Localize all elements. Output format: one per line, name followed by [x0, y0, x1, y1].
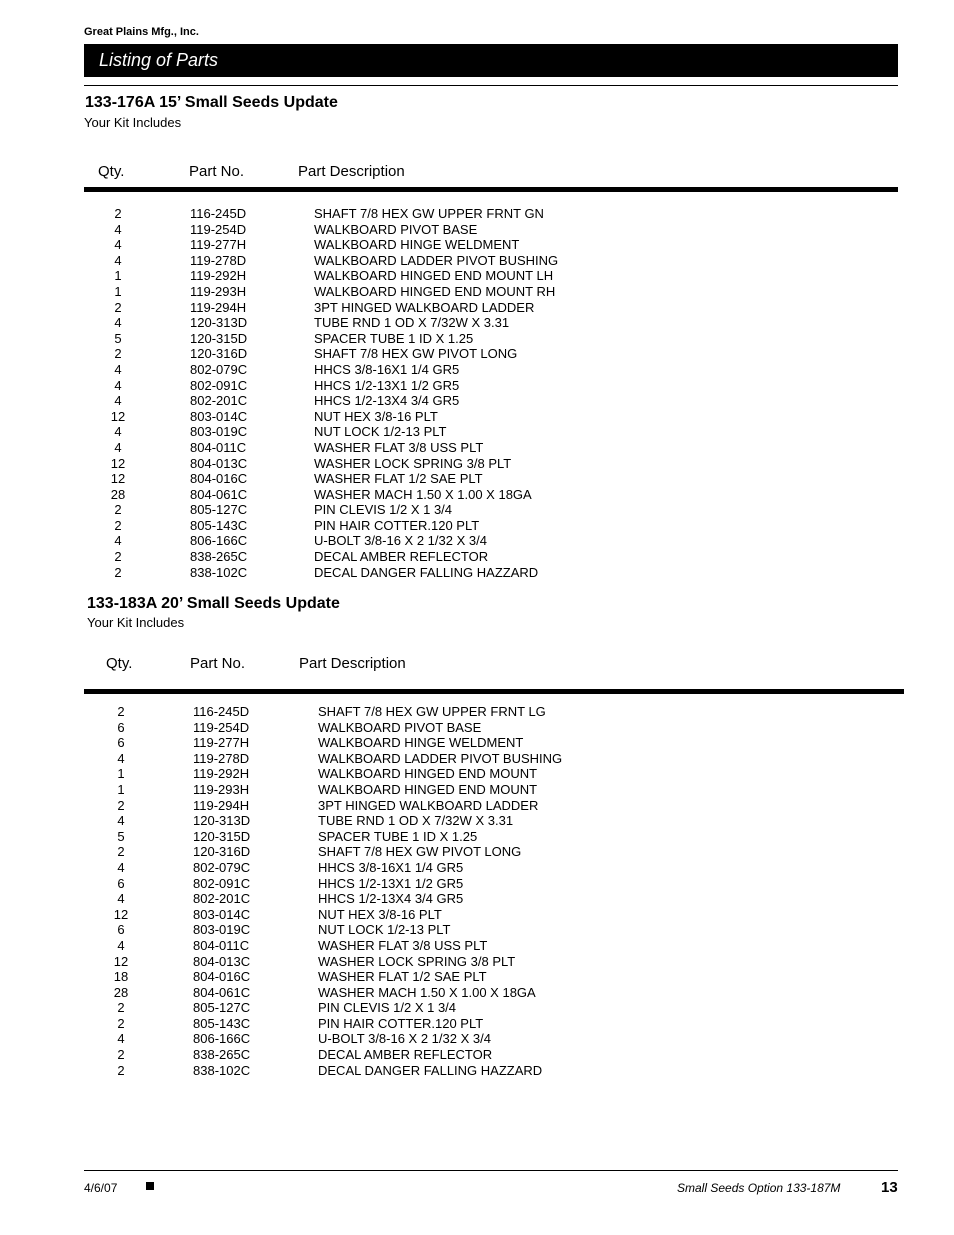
qty-cell: 4	[117, 937, 125, 953]
table-row	[98, 549, 618, 565]
description-cell: SPACER TUBE 1 ID X 1.25	[318, 828, 478, 844]
table-row	[98, 346, 618, 362]
table-row	[98, 533, 618, 549]
part-number-cell: 806-166C	[190, 533, 248, 549]
qty-cell: 2	[114, 502, 122, 518]
description-cell: WASHER MACH 1.50 X 1.00 X 18GA	[314, 486, 532, 502]
qty-cell: 4	[114, 315, 122, 331]
description-cell: WASHER FLAT 1/2 SAE PLT	[314, 471, 483, 487]
description-cell: DECAL DANGER FALLING HAZZARD	[318, 1062, 543, 1078]
table-row	[98, 471, 618, 487]
description-cell: WASHER FLAT 3/8 USS PLT	[318, 937, 488, 953]
part-number-cell: 804-061C	[190, 486, 248, 502]
table-row	[101, 907, 621, 923]
description-cell: U-BOLT 3/8-16 X 2 1/32 X 3/4	[314, 533, 487, 549]
description-cell: WASHER FLAT 3/8 USS PLT	[314, 439, 484, 455]
part-number-cell: 120-315D	[190, 330, 248, 346]
kit-subtitle: Your Kit Includes	[84, 115, 182, 130]
description-cell: HHCS 1/2-13X1 1/2 GR5	[314, 377, 460, 393]
table-row	[98, 237, 618, 253]
qty-cell: 2	[114, 299, 122, 315]
part-number-cell: 838-102C	[193, 1062, 251, 1078]
column-header-qty: Qty.	[106, 655, 133, 672]
description-cell: PIN CLEVIS 1/2 X 1 3/4	[314, 502, 453, 518]
qty-cell: 4	[117, 813, 125, 829]
table-row	[101, 954, 621, 970]
table-row	[98, 206, 618, 222]
part-number-cell: 803-019C	[190, 424, 248, 440]
qty-cell: 2	[114, 517, 122, 533]
table-row	[98, 440, 618, 456]
part-number-cell: 802-091C	[193, 875, 251, 891]
part-number-cell: 119-293H	[190, 283, 247, 299]
part-number-cell: 803-014C	[190, 408, 248, 424]
description-cell: SHAFT 7/8 HEX GW PIVOT LONG	[314, 346, 518, 362]
qty-cell: 4	[117, 859, 125, 875]
column-header-description: Part Description	[299, 655, 406, 672]
parts-list	[98, 206, 618, 580]
section-title: Listing of Parts	[99, 50, 219, 70]
part-number-cell: 806-166C	[193, 1031, 251, 1047]
part-number-cell: 838-265C	[193, 1047, 251, 1063]
description-cell: WASHER LOCK SPRING 3/8 PLT	[318, 953, 516, 969]
qty-cell: 2	[114, 564, 122, 580]
table-row	[101, 704, 621, 720]
part-number-cell: 120-316D	[190, 346, 248, 362]
description-cell: NUT LOCK 1/2-13 PLT	[318, 922, 451, 938]
table-row	[98, 456, 618, 472]
description-cell: WALKBOARD HINGED END MOUNT	[318, 781, 538, 797]
qty-cell: 4	[114, 393, 122, 409]
table-row	[101, 1031, 621, 1047]
description-cell: NUT LOCK 1/2-13 PLT	[314, 424, 447, 440]
part-number-cell: 119-254D	[193, 719, 250, 735]
part-number-cell: 804-061C	[193, 984, 251, 1000]
description-cell: PIN HAIR COTTER.120 PLT	[314, 517, 480, 533]
part-number-cell: 119-292H	[193, 766, 250, 782]
company-name: Great Plains Mfg., Inc.	[84, 26, 199, 38]
qty-cell: 12	[110, 408, 126, 424]
qty-cell: 5	[117, 828, 125, 844]
qty-cell: 4	[114, 252, 122, 268]
table-row	[98, 300, 618, 316]
part-number-cell: 119-278D	[193, 750, 250, 766]
description-cell: WALKBOARD PIVOT BASE	[314, 221, 478, 237]
part-number-cell: 119-294H	[190, 299, 247, 315]
description-cell: SPACER TUBE 1 ID X 1.25	[314, 330, 474, 346]
column-header-description: Part Description	[298, 163, 405, 180]
qty-cell: 4	[114, 424, 122, 440]
table-row	[101, 938, 621, 954]
table-row	[101, 891, 621, 907]
part-number-cell: 805-143C	[193, 1015, 251, 1031]
description-cell: WALKBOARD HINGE WELDMENT	[318, 735, 524, 751]
table-row	[101, 720, 621, 736]
qty-cell: 4	[114, 377, 122, 393]
qty-cell: 6	[117, 922, 125, 938]
table-row	[98, 315, 618, 331]
qty-cell: 6	[117, 875, 125, 891]
table-row	[101, 969, 621, 985]
part-number-cell: 116-245D	[190, 206, 247, 221]
description-cell: HHCS 3/8-16X1 1/4 GR5	[314, 361, 460, 377]
description-cell: HHCS 1/2-13X1 1/2 GR5	[318, 875, 464, 891]
qty-cell: 4	[117, 750, 125, 766]
qty-cell: 4	[114, 533, 122, 549]
description-cell: DECAL AMBER REFLECTOR	[314, 549, 489, 565]
table-row	[98, 222, 618, 238]
table-row	[101, 751, 621, 767]
table-row	[98, 518, 618, 534]
qty-cell: 4	[114, 237, 122, 253]
part-number-cell: 805-127C	[193, 1000, 251, 1016]
table-row	[98, 284, 618, 300]
qty-cell: 2	[114, 206, 122, 221]
description-cell: DECAL DANGER FALLING HAZZARD	[314, 564, 539, 580]
part-number-cell: 804-016C	[193, 969, 251, 985]
qty-cell: 2	[117, 1047, 125, 1063]
description-cell: WALKBOARD LADDER PIVOT BUSHING	[318, 750, 563, 766]
description-cell: NUT HEX 3/8-16 PLT	[318, 906, 442, 922]
qty-cell: 6	[117, 719, 125, 735]
description-cell: WASHER FLAT 1/2 SAE PLT	[318, 969, 487, 985]
part-number-cell: 119-293H	[193, 781, 250, 797]
header-rule	[84, 689, 904, 694]
part-number-cell: 120-313D	[193, 813, 251, 829]
qty-cell: 1	[117, 781, 125, 797]
table-row	[101, 922, 621, 938]
description-cell: WALKBOARD HINGE WELDMENT	[314, 237, 520, 253]
description-cell: WALKBOARD HINGED END MOUNT RH	[314, 283, 556, 299]
part-number-cell: 802-201C	[190, 393, 248, 409]
table-row	[101, 844, 621, 860]
part-number-cell: 119-278D	[190, 252, 247, 268]
description-cell: WALKBOARD HINGED END MOUNT	[318, 766, 538, 782]
table-row	[101, 1047, 621, 1063]
table-row	[98, 487, 618, 503]
description-cell: PIN CLEVIS 1/2 X 1 3/4	[318, 1000, 457, 1016]
qty-cell: 6	[117, 735, 125, 751]
qty-cell: 2	[117, 1015, 125, 1031]
table-row	[101, 1063, 621, 1079]
description-cell: WALKBOARD HINGED END MOUNT LH	[314, 268, 554, 284]
part-number-cell: 803-014C	[193, 906, 251, 922]
description-cell: WALKBOARD LADDER PIVOT BUSHING	[314, 252, 559, 268]
qty-cell: 2	[117, 704, 125, 719]
part-number-cell: 805-143C	[190, 517, 248, 533]
qty-cell: 28	[110, 486, 126, 502]
description-cell: PIN HAIR COTTER.120 PLT	[318, 1015, 484, 1031]
header-rule	[84, 187, 898, 192]
description-cell: WASHER LOCK SPRING 3/8 PLT	[314, 455, 512, 471]
table-row	[101, 829, 621, 845]
qty-cell: 1	[114, 268, 122, 284]
description-cell: WALKBOARD PIVOT BASE	[318, 719, 482, 735]
qty-cell: 4	[117, 891, 125, 907]
kit-subtitle: Your Kit Includes	[87, 615, 185, 630]
column-header-qty: Qty.	[98, 163, 125, 180]
description-cell: HHCS 3/8-16X1 1/4 GR5	[318, 859, 464, 875]
qty-cell: 2	[114, 346, 122, 362]
qty-cell: 1	[117, 766, 125, 782]
part-number-cell: 802-201C	[193, 891, 251, 907]
part-number-cell: 116-245D	[193, 704, 250, 719]
part-number-cell: 119-254D	[190, 221, 247, 237]
part-number-cell: 119-277H	[190, 237, 247, 253]
footer-date: 4/6/07	[84, 1181, 118, 1195]
part-number-cell: 838-265C	[190, 549, 248, 565]
part-number-cell: 120-313D	[190, 315, 248, 331]
part-number-cell: 804-013C	[193, 953, 251, 969]
qty-cell: 5	[114, 330, 122, 346]
description-cell: TUBE RND 1 OD X 7/32W X 3.31	[318, 813, 514, 829]
part-number-cell: 804-011C	[190, 439, 247, 455]
table-row	[98, 409, 618, 425]
table-row	[101, 766, 621, 782]
table-row	[101, 782, 621, 798]
parts-list	[101, 704, 621, 1078]
description-cell: SHAFT 7/8 HEX GW UPPER FRNT LG	[318, 704, 546, 719]
table-row	[98, 331, 618, 347]
part-number-cell: 119-292H	[190, 268, 247, 284]
qty-cell: 1	[114, 283, 122, 299]
part-number-cell: 838-102C	[190, 564, 248, 580]
footer-document-title: Small Seeds Option 133-187M	[677, 1181, 841, 1195]
part-number-cell: 120-315D	[193, 828, 251, 844]
table-row	[98, 393, 618, 409]
table-row	[98, 268, 618, 284]
part-number-cell: 802-079C	[190, 361, 248, 377]
part-number-cell: 803-019C	[193, 922, 251, 938]
qty-cell: 12	[110, 455, 126, 471]
square-bullet-icon	[146, 1182, 154, 1190]
description-cell: SHAFT 7/8 HEX GW UPPER FRNT GN	[314, 206, 544, 221]
qty-cell: 2	[117, 844, 125, 860]
column-header-part-no: Part No.	[190, 655, 246, 672]
qty-cell: 18	[113, 969, 129, 985]
table-row	[98, 424, 618, 440]
table-row	[101, 1016, 621, 1032]
qty-cell: 2	[114, 549, 122, 565]
table-row	[101, 735, 621, 751]
part-number-cell: 802-079C	[193, 859, 251, 875]
qty-cell: 4	[114, 221, 122, 237]
footer-divider	[84, 1170, 898, 1171]
description-cell: U-BOLT 3/8-16 X 2 1/32 X 3/4	[318, 1031, 491, 1047]
section-title-bar	[84, 44, 898, 77]
qty-cell: 2	[117, 1000, 125, 1016]
part-number-cell: 805-127C	[190, 502, 248, 518]
description-cell: HHCS 1/2-13X4 3/4 GR5	[314, 393, 460, 409]
table-row	[101, 860, 621, 876]
qty-cell: 28	[113, 984, 129, 1000]
table-row	[98, 502, 618, 518]
table-row	[101, 798, 621, 814]
description-cell: NUT HEX 3/8-16 PLT	[314, 408, 438, 424]
description-cell: 3PT HINGED WALKBOARD LADDER	[314, 299, 535, 315]
qty-cell: 12	[113, 953, 129, 969]
divider	[84, 85, 898, 86]
qty-cell: 4	[117, 1031, 125, 1047]
column-header-part-no: Part No.	[189, 163, 245, 180]
table-row	[98, 362, 618, 378]
table-row	[101, 813, 621, 829]
part-number-cell: 804-016C	[190, 471, 248, 487]
part-number-cell: 802-091C	[190, 377, 248, 393]
table-row	[98, 378, 618, 394]
kit-title: 133-183A 20’ Small Seeds Update	[87, 595, 340, 612]
qty-cell: 2	[117, 797, 125, 813]
qty-cell: 4	[114, 361, 122, 377]
table-row	[101, 1000, 621, 1016]
part-number-cell: 119-294H	[193, 797, 250, 813]
description-cell: DECAL AMBER REFLECTOR	[318, 1047, 493, 1063]
description-cell: TUBE RND 1 OD X 7/32W X 3.31	[314, 315, 510, 331]
table-row	[101, 876, 621, 892]
description-cell: SHAFT 7/8 HEX GW PIVOT LONG	[318, 844, 522, 860]
description-cell: WASHER MACH 1.50 X 1.00 X 18GA	[318, 984, 536, 1000]
part-number-cell: 119-277H	[193, 735, 250, 751]
qty-cell: 2	[117, 1062, 125, 1078]
qty-cell: 4	[114, 439, 122, 455]
part-number-cell: 120-316D	[193, 844, 251, 860]
description-cell: HHCS 1/2-13X4 3/4 GR5	[318, 891, 464, 907]
description-cell: 3PT HINGED WALKBOARD LADDER	[318, 797, 539, 813]
part-number-cell: 804-011C	[193, 937, 250, 953]
qty-cell: 12	[113, 906, 129, 922]
table-row	[98, 253, 618, 269]
table-row	[101, 985, 621, 1001]
kit-title: 133-176A 15’ Small Seeds Update	[85, 94, 338, 111]
qty-cell: 12	[110, 471, 126, 487]
page-number: 13	[881, 1179, 898, 1196]
table-row	[98, 565, 618, 581]
part-number-cell: 804-013C	[190, 455, 248, 471]
